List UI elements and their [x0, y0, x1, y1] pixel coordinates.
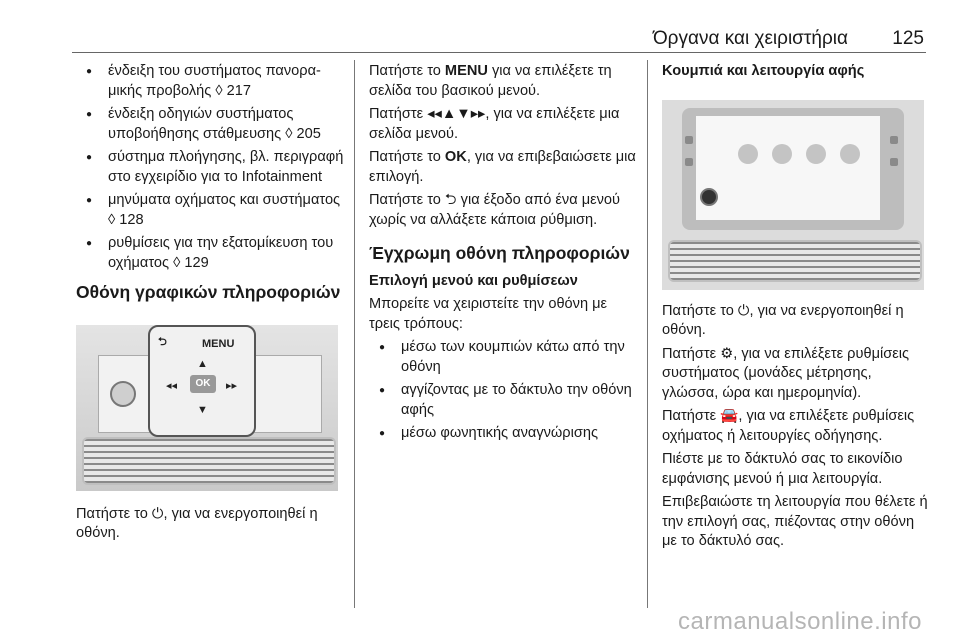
rewind-icon: ◂◂ — [166, 379, 178, 392]
sub-heading: Κουμπιά και λειτουργία αφής — [662, 63, 865, 79]
down-arrow-icon: ▼ — [197, 403, 208, 416]
column-1 — [76, 62, 344, 548]
forward-icon: ▸▸ — [226, 379, 238, 392]
air-vent — [82, 437, 336, 485]
phone-icon — [685, 158, 693, 166]
menu-keyword: MENU — [444, 63, 488, 79]
column-divider — [354, 60, 355, 608]
back-icon: ⮌ — [158, 335, 167, 348]
paragraph: Μπορείτε να χειριστείτε την οθόνη με τρεις τρόπους: — [369, 296, 608, 332]
page-title: Όργανα και χειριστήρια — [652, 28, 848, 49]
column-divider — [647, 60, 648, 608]
sub-heading: Επιλογή μενού και ρυθμίσεων — [369, 272, 578, 289]
car-icon — [890, 158, 898, 166]
figure-caption: Πατήστε το ⏻, για να ενεργοποιηθεί η οθόνη. — [76, 505, 318, 541]
header-rule — [72, 52, 926, 53]
paragraph: Πιέστε με το δάκτυλό σας το εικονίδιο εμφάνισης μενού ή μια λειτουργία. — [662, 451, 903, 487]
home-icon — [685, 136, 693, 144]
graphic-info-display-figure — [76, 325, 338, 491]
list-item: ● μηνύματα οχήματος και συστήματος ◊ 128 — [76, 191, 344, 230]
button-callout — [148, 325, 256, 437]
app-icon — [806, 144, 826, 164]
paragraph: Πατήστε το ⏻, για να ενεργοποιηθεί η οθόνη. — [662, 302, 904, 338]
list-item: ● σύστημα πλοήγησης, βλ. περιγραφή στο εγχειρίδιο για το Infotainment — [76, 148, 344, 187]
column-3 — [662, 62, 928, 556]
ok-keyword: OK — [444, 149, 467, 165]
touchscreen-display — [696, 116, 880, 220]
settings-icon — [890, 136, 898, 144]
list-item: ● αγγίζοντας με το δάκτυλο την οθόνη αφής — [369, 381, 637, 420]
column-2 — [369, 62, 637, 448]
bullet-list — [76, 62, 344, 273]
paragraph — [369, 62, 637, 101]
menu-label: MENU — [202, 337, 235, 350]
text: , για να επιβεβαιώσετε μια επιλογή. — [369, 149, 636, 185]
app-icon — [840, 144, 860, 164]
touchscreen-bezel — [682, 108, 904, 230]
ok-button-graphic: OK — [190, 375, 216, 393]
paragraph: Πατήστε ⚙, για να επιλέξετε ρυθμίσεις συστήματος (μονάδες μέτρησης, γλώσσα, ώρα και ημερομηνία). — [662, 345, 910, 401]
paragraph: Επιβεβαιώστε τη λειτουργία που θέλετε ή την επιλογή σας, πιέζοντας στην οθόνη με το δάκτυλό σας. — [662, 494, 928, 549]
text: Πατήστε το — [369, 149, 445, 165]
air-vent — [668, 240, 922, 282]
text: Πατήστε το — [369, 63, 445, 79]
watermark: carmanualsonline.info — [678, 608, 922, 635]
page-number: 125 — [892, 28, 924, 49]
page-header — [0, 0, 960, 52]
knob-icon — [110, 381, 136, 407]
power-knob-icon — [700, 188, 718, 206]
paragraph: Πατήστε το ⮌ για έξοδο από ένα μενού χωρίς να αλλάξετε κάποια ρύθμιση. — [369, 192, 621, 228]
list-item: ● ρυθμίσεις για την εξατομίκευση του οχήματος ◊ 129 — [76, 234, 344, 273]
list-item: ● ένδειξη του συστήματος πανοραμικής προβολής ◊ 217 — [76, 62, 344, 101]
paragraph: Πατήστε 🚘, για να επιλέξετε ρυθμίσεις οχήματος ή λειτουργίες οδήγησης. — [662, 408, 915, 444]
app-icon — [738, 144, 758, 164]
section-heading: Οθόνη γραφικών πληροφοριών — [76, 282, 341, 302]
bullet-list — [369, 338, 637, 444]
paragraph — [369, 148, 637, 187]
text: για να επιλέξετε τη σελίδα του βασικού μενού. — [369, 63, 612, 99]
section-heading: Έγχρωμη οθόνη πληροφοριών — [369, 243, 630, 263]
paragraph: Πατήστε ◂◂▲▼▸▸, για να επιλέξετε μια σελίδα μενού. — [369, 106, 620, 142]
list-item: ● μέσω φωνητικής αναγνώρισης — [369, 424, 637, 444]
instructions — [662, 302, 928, 552]
touchscreen-figure — [662, 100, 924, 290]
list-item: ● μέσω των κουμπιών κάτω από την οθόνη — [369, 338, 637, 377]
list-item: ● ένδειξη οδηγιών συστήματος υποβοήθησης στάθμευσης ◊ 205 — [76, 105, 344, 144]
app-icon — [772, 144, 792, 164]
up-arrow-icon: ▲ — [197, 357, 208, 370]
